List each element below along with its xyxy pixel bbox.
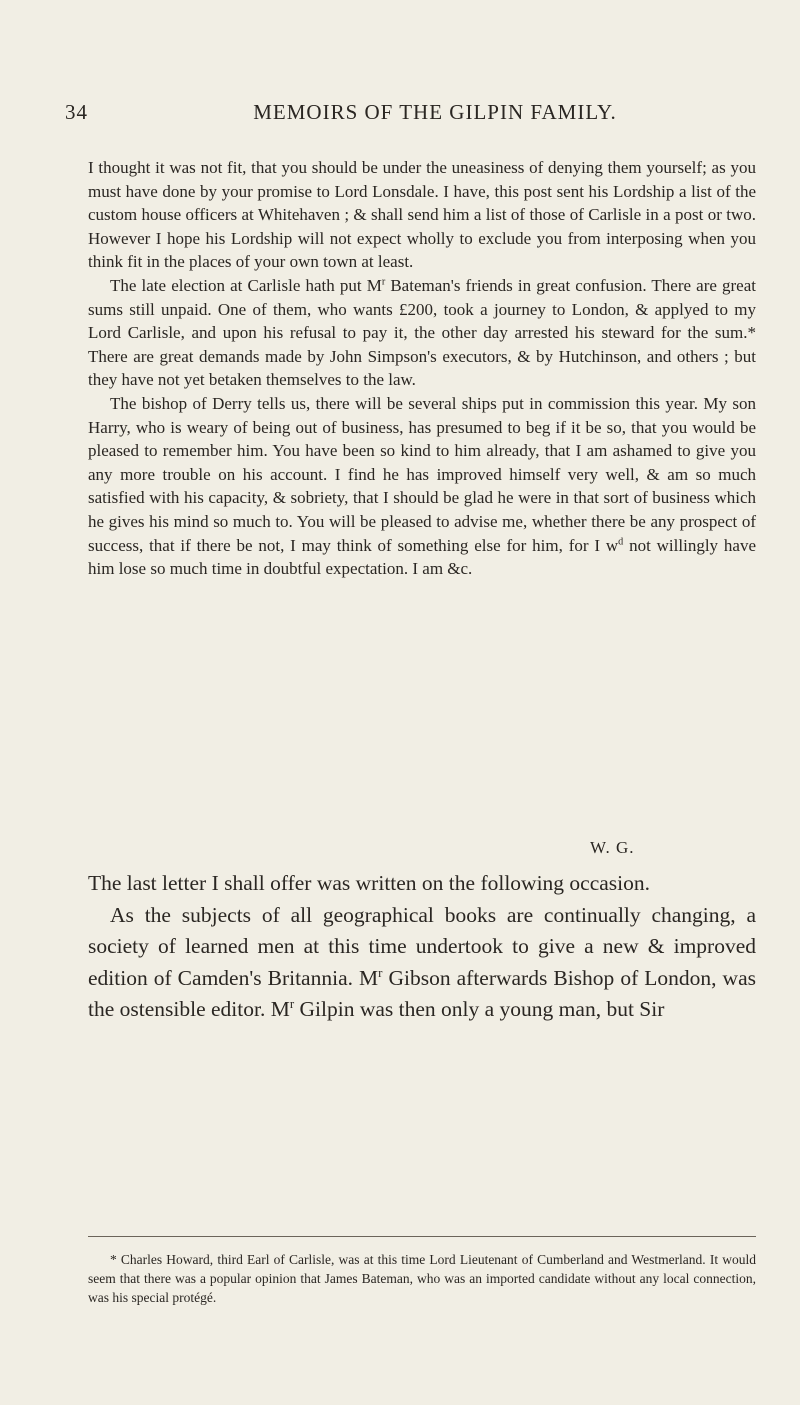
running-head [65,100,755,130]
letter-paragraph-3-text-a: The bishop of Derry tells us, there will be several ships put in commission this year. My son Harry, who is weary of being out of business, has presumed to beg if it be so, that you would be pleased to remember him. You have been so kind to him already, that I am ashamed to give you any more trouble on his account. I find he has improved himself very well, & am so much satisfied with his capacity, & sobriety, that I should be glad he were in that sort of business which he gives his mind so much to. You will be pleased to advise me, whether there be any prospect of success, that if there be not, I may think of something else for him, for I w [88,393,756,555]
letter-paragraph-3 [88,392,756,581]
superscript-d: d [618,535,624,547]
narrative-body [88,868,756,1026]
footnote-text: * Charles Howard, third Earl of Carlisle, was at this time Lord Lieutenant of Cumberland and Westmerland. It would seem that there was a popular opinion that James Bateman, who was an imported candidate without any local connection, was his special protégé. [88,1252,756,1305]
letter-body [88,156,756,581]
letter-paragraph-2-text-a: The late election at Carlisle hath put M [110,275,382,295]
narrative-paragraph-2 [88,900,756,1026]
narrative-paragraph-2-text-a: As the subjects of all geographical books are continually changing, a society of learned men at this time undertook to give a new & improved edition of Camden's Britannia. M [88,902,756,990]
letter-paragraph-2-text-b: Bateman's friends in great confusion. There are great sums still unpaid. One of them, who wants £200, took a journey to London, & applyed to my Lord Carlisle, and upon his refusal to pay it, the other day arrested his steward for the sum.* There are great demands made by John Simpson's executors, & by Hutchinson, and others ; but they have not yet betaken themselves to the law. [88,275,756,390]
narrative-paragraph-1: The last letter I shall offer was written on the following occasion. [88,871,651,895]
superscript-r: r [378,965,383,980]
superscript-r: r [289,997,295,1012]
running-title: MEMOIRS OF THE GILPIN FAMILY. [253,100,617,124]
narrative-paragraph-2-text-b: Gibson afterwards Bishop of London, was the ostensible editor. M [88,965,756,1022]
footnote [88,1250,756,1307]
footnote-divider [88,1236,756,1237]
letter-paragraph-3-text-b: not willingly have him lose so much time in doubtful expectation. I am &c. [88,535,756,579]
letter-paragraph-1-text: I thought it was not fit, that you should be under the uneasiness of denying them yourself; as you must have done by your promise to Lord Lonsdale. I have, this post sent his Lordship a list of the custom house officers at Whitehaven ; & shall send him a list of those of Carlisle in a post or two. However I hope his Lordship will not expect wholly to exclude you from interposing when you think fit in the places of your own town at least. [88,158,756,272]
superscript-r: r [381,276,386,288]
letter-paragraph-2 [88,274,756,392]
narrative-paragraph-2-text-c: Gilpin was then only a young man, but Sir [294,997,665,1022]
letter-paragraph-1 [88,156,756,274]
letter-signature: W. G. [590,838,635,857]
page-number: 34 [65,100,88,124]
